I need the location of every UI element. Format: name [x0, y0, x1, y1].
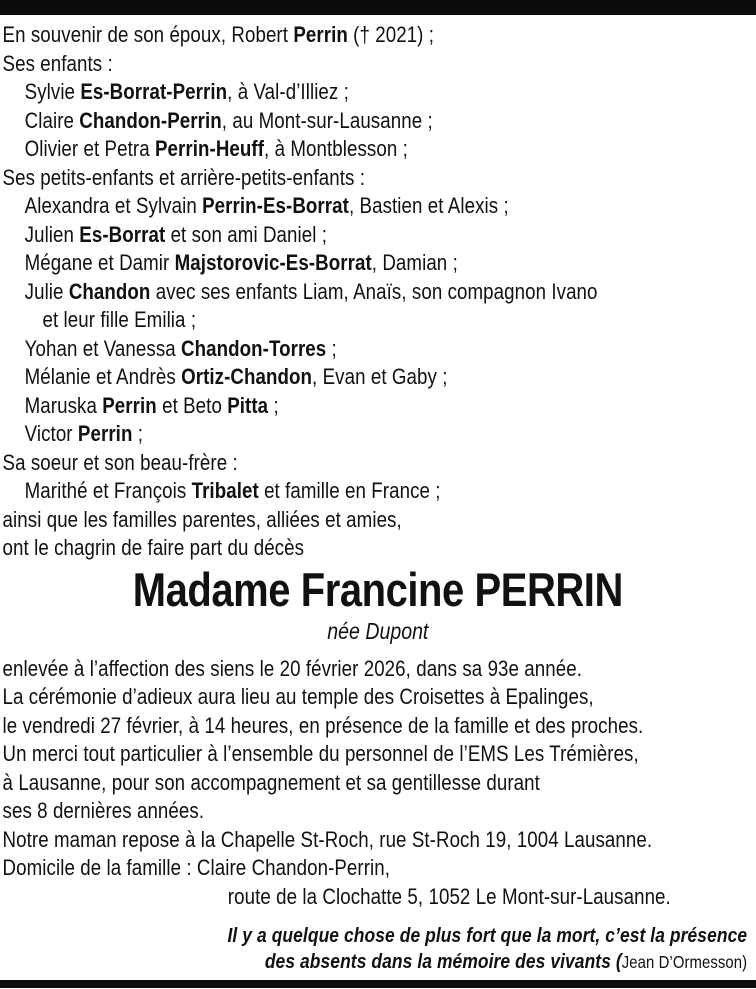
text-segment: Julie — [24, 278, 69, 304]
text-segment: Sa soeur et son beau-frère : — [2, 449, 238, 475]
text-segment: ; — [132, 421, 144, 446]
text-segment: à Lausanne, pour son accompagnement et sa gentillesse durant — [2, 769, 540, 795]
text-line — [0, 107, 756, 136]
text-segment: , à Val-d’Illiez ; — [227, 79, 349, 104]
text-line — [0, 477, 756, 506]
text-segment: , au Mont-sur-Lausanne ; — [221, 107, 433, 133]
family-name-bold: Perrin-Es-Borrat — [202, 193, 349, 218]
text-segment: le vendredi 27 février, à 14 heures, en présence de la famille et des proches. — [2, 712, 644, 738]
text-segment: et Beto — [156, 392, 228, 418]
text-line — [0, 164, 756, 193]
top-border-rule — [0, 0, 756, 15]
text-line — [0, 78, 756, 107]
memorial-quote — [0, 923, 756, 975]
family-name-bold: Chandon-Perrin — [79, 107, 222, 133]
family-name-bold: Perrin — [102, 392, 157, 418]
text-line — [0, 363, 756, 392]
text-line — [0, 335, 756, 364]
text-line — [0, 249, 756, 278]
family-name-bold: Es-Borrat — [79, 221, 166, 247]
text-segment: et son ami Daniel ; — [165, 221, 328, 247]
family-name-bold: Perrin — [77, 421, 133, 446]
text-segment: Ses enfants : — [2, 50, 113, 76]
text-line — [0, 278, 756, 307]
text-line — [0, 534, 756, 563]
text-line — [0, 683, 756, 712]
text-line — [0, 306, 756, 335]
text-segment: et famille en France ; — [258, 478, 441, 503]
text-segment: , Bastien et Alexis ; — [348, 193, 509, 218]
text-line — [0, 221, 756, 250]
text-segment: ; — [268, 392, 279, 418]
text-segment: Olivier et Petra — [24, 136, 155, 161]
text-segment: avec ses enfants Liam, Anaïs, son compagnon Ivano — [150, 278, 598, 304]
text-line — [0, 506, 756, 535]
quote-attribution: Jean D’Ormesson) — [621, 952, 748, 972]
text-line — [0, 740, 756, 769]
text-segment: , Damian ; — [371, 250, 458, 275]
text-segment: enlevée à l’affection des siens le 20 février 2026, dans sa 93e année. — [2, 655, 583, 681]
text-segment: Maruska — [24, 392, 103, 418]
family-name-bold: Perrin-Heuff — [154, 136, 265, 161]
text-segment: Alexandra et Sylvain — [24, 193, 203, 218]
family-name-bold: Chandon — [68, 278, 151, 304]
text-segment: Domicile de la famille : Claire Chandon-Perrin, — [2, 855, 391, 880]
text-segment: ont le chagrin de faire part du décès — [2, 535, 305, 560]
text-segment: , Evan et Gaby ; — [312, 364, 448, 389]
text-segment: Sylvie — [24, 79, 81, 104]
maiden-name: née Dupont — [327, 617, 429, 644]
text-segment: Un merci tout particulier à l’ensemble du personnel de l’EMS Les Trémières, — [2, 741, 639, 766]
text-segment: et leur fille Emilia ; — [42, 307, 197, 332]
text-segment: , à Montblesson ; — [264, 136, 408, 161]
text-segment: Victor — [24, 421, 78, 446]
text-line — [0, 135, 756, 164]
text-line — [0, 826, 756, 855]
text-segment: Mélanie et Andrès — [24, 364, 182, 389]
text-segment: Notre maman repose à la Chapelle St-Roch, rue St-Roch 19, 1004 Lausanne. — [2, 826, 653, 852]
text-line — [0, 769, 756, 798]
quote-line — [0, 949, 747, 975]
quote-text: Il y a quelque chose de plus fort que la mort, c’est la présence — [227, 924, 748, 947]
text-line — [0, 712, 756, 741]
bottom-border-rule — [0, 980, 756, 988]
text-segment: Claire — [24, 107, 80, 133]
text-segment: († 2021) ; — [347, 22, 435, 47]
announcement-text — [0, 655, 756, 912]
text-segment: ses 8 dernières années. — [2, 798, 205, 823]
text-line — [0, 420, 756, 449]
quote-text: des absents dans la mémoire des vivants ( — [264, 950, 622, 973]
text-line — [0, 449, 756, 478]
text-segment: Mégane et Damir — [24, 250, 175, 275]
text-segment: ; — [326, 335, 337, 361]
notice-content — [0, 15, 756, 975]
text-segment: ainsi que les familles parentes, alliées et amies, — [2, 506, 402, 532]
text-line — [0, 797, 756, 826]
text-segment: Marithé et François — [24, 478, 192, 503]
family-name-bold: Ortiz-Chandon — [181, 364, 313, 389]
text-line — [0, 655, 756, 684]
text-segment: La cérémonie d’adieux aura lieu au temple des Croisettes à Epalinges, — [2, 684, 594, 709]
family-name-bold: Chandon-Torres — [181, 335, 327, 361]
family-name-bold: Tribalet — [191, 478, 259, 503]
family-name-bold: Perrin — [293, 22, 348, 47]
text-segment: Ses petits-enfants et arrière-petits-enfants : — [2, 164, 366, 190]
text-line — [0, 21, 756, 50]
text-line — [0, 392, 756, 421]
family-name-bold: Es-Borrat-Perrin — [80, 79, 228, 104]
text-line — [0, 883, 756, 912]
text-segment: Julien — [24, 221, 80, 247]
deceased-name-title: Madame Francine PERRIN — [132, 562, 623, 616]
text-segment: Yohan et Vanessa — [24, 335, 182, 361]
family-name-bold: Pitta — [227, 392, 269, 418]
text-segment: route de la Clochatte 5, 1052 Le Mont-sur-Lausanne. — [227, 883, 671, 909]
text-line — [0, 192, 756, 221]
text-line — [0, 854, 756, 883]
family-name-bold: Majstorovic-Es-Borrat — [174, 250, 372, 275]
family-list — [0, 21, 756, 563]
text-segment: En souvenir de son époux, Robert — [2, 22, 294, 47]
quote-line — [0, 923, 747, 949]
text-line — [0, 50, 756, 79]
